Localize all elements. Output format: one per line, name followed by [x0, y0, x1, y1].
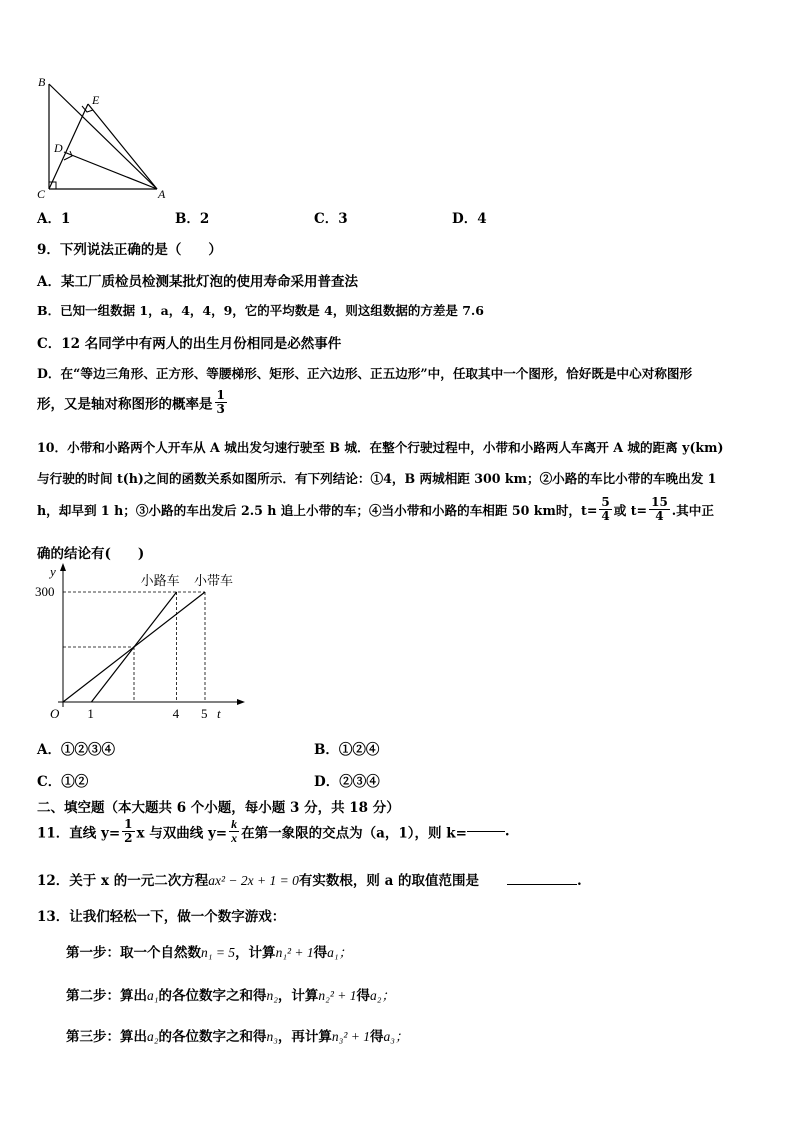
q12-part1: 12．关于 x 的一元二次方程: [37, 873, 209, 889]
step3-result: a₃；: [383, 1029, 409, 1044]
q10-option-a: A．①②③④: [37, 742, 115, 758]
step3-text: 第三步：算出: [66, 1029, 147, 1045]
step1-text: 第一步：取一个自然数: [66, 945, 201, 961]
label-D: D: [54, 141, 63, 155]
q12-part2: 有实数根，则 a 的取值范围是: [298, 873, 480, 889]
fraction-15-4: [649, 496, 670, 523]
q13-step1: [66, 941, 352, 961]
q12-equation: ax² − 2x + 1 = 0: [208, 873, 299, 888]
q10-line3: [37, 496, 714, 523]
step2-text: 第二步：算出: [66, 988, 147, 1004]
label-A: A: [158, 187, 166, 201]
step2-expr: n₂² + 1: [318, 988, 357, 1003]
series-label-xiaodai: 小带车: [194, 573, 234, 588]
distance-time-chart: [30, 560, 260, 728]
q13-stem: 13．让我们轻松一下，做一个数字游戏：: [37, 909, 286, 925]
x-axis-label: t: [217, 706, 221, 721]
frac-den: 4: [655, 509, 664, 523]
q9-option-d-line2: [37, 389, 229, 416]
frac-num: 1: [216, 388, 225, 402]
q11-part3: 在第一象限的交点为（a，1），则 k=: [241, 825, 467, 842]
step1-expr: n₁² + 1: [275, 945, 314, 960]
tick-origin: O: [50, 706, 60, 721]
step2-text2: 的各位数字之和得: [158, 988, 267, 1004]
step1-text2: ，计算: [235, 945, 276, 961]
y-tick-300: 300: [35, 584, 55, 599]
q11-part1: 11．直线 y=: [37, 825, 121, 842]
q10-option-b: B．①②④: [314, 742, 380, 758]
triangle-figure: [30, 72, 180, 202]
step3-text3: ，再计算: [277, 1029, 332, 1045]
fraction-k-x: [229, 818, 239, 845]
q8-option-b: B．2: [175, 211, 210, 227]
fraction-one-third: [215, 389, 227, 416]
step3-a2: a₂: [147, 1029, 159, 1044]
q9-d-text: 形，又是轴对称图形的概率是: [37, 396, 213, 413]
q10-line1: 10．小带和小路两个人开车从 A 城出发匀速行驶至 B 城．在整个行驶过程中，小带和小路两人车离开 A 城的距离 y(km): [37, 440, 724, 455]
label-B: B: [38, 75, 46, 89]
q10-option-d: D．②③④: [314, 774, 380, 790]
q10-line3b: .其中正: [671, 503, 714, 518]
q10-line2: 与行驶的时间 t(h)之间的函数关系如图所示．有下列结论：①4，B 两城相距 300 km；②小路的车比小带的车晚出发 1: [37, 471, 717, 486]
frac-num: k: [231, 817, 238, 831]
q10-line3a: h，却早到 1 h；③小路的车出发后 2.5 h 追上小带的车；④当小带和小路的车相距 50 km时，t=: [37, 503, 598, 518]
step2-text3: ，计算: [277, 988, 319, 1004]
fraction-one-half: [122, 818, 134, 845]
q9-stem: 9．下列说法正确的是（ ）: [37, 242, 222, 258]
frac-num: 1: [124, 817, 133, 831]
step2-a1: a₁: [147, 988, 159, 1003]
q11-part4: .: [504, 823, 510, 840]
step1-result: a₁；: [327, 945, 353, 960]
q9-option-a: A．某工厂质检员检测某批灯泡的使用寿命采用普查法: [37, 274, 358, 290]
q10-option-c: C．①②: [37, 774, 89, 790]
frac-num: 5: [601, 495, 610, 509]
q10-or: 或 t=: [613, 503, 648, 518]
y-axis-label: y: [50, 564, 56, 579]
q13-step3: [66, 1025, 408, 1045]
frac-den: 2: [124, 831, 133, 845]
x-tick-5: 5: [201, 706, 208, 721]
q8-option-a: A．1: [37, 211, 71, 227]
q11: [37, 818, 510, 845]
section-heading: 二、填空题（本大题共 6 个小题，每小题 3 分，共 18 分）: [37, 800, 400, 816]
frac-den: 3: [216, 402, 225, 416]
step1-eq: n₁ = 5: [201, 945, 236, 960]
q9-option-c: C．12 名同学中有两人的出生月份相同是必然事件: [37, 336, 342, 352]
step2-text4: 得: [356, 988, 371, 1004]
step3-n3: n₃: [266, 1029, 278, 1044]
step3-expr: n₃² + 1: [331, 1029, 371, 1044]
q13-step2: [66, 984, 395, 1004]
q8-option-d: D．4: [452, 211, 487, 227]
x-tick-1: 1: [87, 706, 94, 721]
label-C: C: [37, 187, 46, 201]
fraction-5-4: [599, 496, 611, 523]
q12: [37, 869, 582, 889]
series-label-xiaolu: 小路车: [140, 573, 180, 588]
q11-part2: x 与双曲线 y=: [136, 825, 228, 842]
answer-blank[interactable]: [507, 884, 577, 885]
answer-blank[interactable]: [467, 831, 505, 832]
q9-option-d-line1: D．在“等边三角形、正方形、等腰梯形、矩形、正六边形、正五边形”中，任取其中一个图形，恰好既是中心对称图形: [37, 366, 693, 381]
x-axis-arrow: [237, 699, 245, 705]
y-axis-arrow: [60, 563, 66, 571]
step2-result: a₂；: [370, 988, 395, 1003]
frac-den: 4: [601, 509, 610, 523]
frac-num: 15: [651, 495, 668, 509]
step1-text3: 得: [313, 945, 328, 961]
step3-text4: 得: [370, 1029, 384, 1045]
x-tick-4: 4: [172, 706, 180, 721]
q9-option-b: B．已知一组数据 1，a，4，4，9，它的平均数是 4，则这组数据的方差是 7.6: [37, 303, 484, 318]
step3-text2: 的各位数字之和得: [158, 1029, 267, 1045]
frac-den: x: [231, 831, 238, 845]
q10-line4: 确的结论有( ): [37, 546, 145, 562]
q12-part3: .: [577, 873, 582, 889]
label-E: E: [92, 93, 100, 107]
step2-n2: n₂: [266, 988, 278, 1003]
q8-option-c: C．3: [314, 211, 348, 227]
